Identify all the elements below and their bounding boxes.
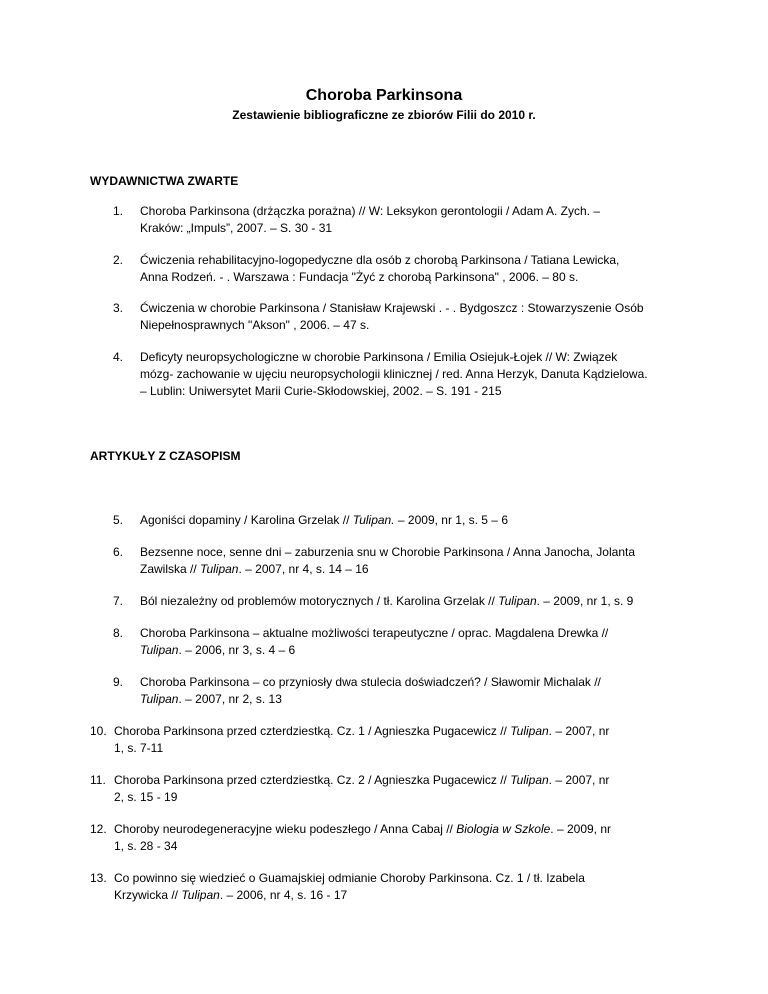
item-line: 1, s. 28 - 34: [114, 839, 178, 853]
journal-title: Tulipan: [181, 888, 220, 902]
list-item: [90, 300, 680, 334]
item-line: Krzywicka // Tulipan. – 2006, nr 4, s. 16 - 17: [114, 888, 348, 902]
list-item: [90, 349, 680, 400]
list-item: [90, 203, 680, 237]
item-line: Anna Rodzeń. - . Warszawa : Fundacja "Żyć z chorobą Parkinsona" , 2006. – 80 s.: [140, 270, 579, 284]
item-line: Ból niezależny od problemów motorycznych / tł. Karolina Grzelak // Tulipan. – 2009, nr 1, s. 9: [140, 594, 634, 608]
item-line: Tulipan. – 2006, nr 3, s. 4 – 6: [140, 643, 296, 657]
item-line: 2, s. 15 - 19: [114, 790, 178, 804]
item-number: 8.: [113, 626, 124, 640]
list-item: [90, 593, 680, 610]
list-item: [90, 821, 680, 855]
journal-title: Tulipan: [140, 643, 179, 657]
item-line: Co powinno się wiedzieć o Guamajskiej odmianie Choroby Parkinsona. Cz. 1 / tł. Izabela: [114, 871, 585, 885]
item-line: Choroba Parkinsona przed czterdziestką. Cz. 1 / Agnieszka Pugacewicz // Tulipan. – 2007, nr: [114, 724, 610, 738]
item-line: Tulipan. – 2007, nr 2, s. 13: [140, 692, 282, 706]
page-subtitle: Zestawienie bibliograficzne ze zbiorów Filii do 2010 r.: [232, 108, 536, 122]
journal-title: Tulipan.: [352, 513, 395, 527]
journal-title: Tulipan: [498, 594, 537, 608]
list-item: [90, 723, 680, 757]
item-number: 13.: [90, 871, 107, 885]
item-number: 5.: [113, 513, 124, 527]
item-line: 1, s. 7-11: [114, 741, 164, 755]
list-item: [90, 512, 680, 529]
item-line: Niepełnosprawnych "Akson" , 2006. – 47 s.: [140, 318, 370, 332]
item-line: Bezsenne noce, senne dni – zaburzenia snu w Chorobie Parkinsona / Anna Janocha, Jolanta: [140, 545, 635, 559]
list-item: [90, 625, 680, 659]
item-number: 11.: [90, 773, 106, 787]
journal-title: Tulipan: [200, 562, 239, 576]
item-line: mózg- zachowanie w ujęciu neuropsychologii klinicznej / red. Anna Herzyk, Danuta Kądzielowa.: [140, 367, 648, 381]
item-number: 1.: [113, 204, 124, 218]
list-item: [90, 252, 680, 286]
item-number: 2.: [113, 253, 124, 267]
item-line: Ćwiczenia w chorobie Parkinsona / Stanisław Krajewski . - . Bydgoszcz : Stowarzyszenie Osób: [140, 301, 644, 315]
section-heading-articles: ARTYKUŁY Z CZASOPISM: [90, 449, 241, 463]
section-heading-books: WYDAWNICTWA ZWARTE: [90, 174, 239, 188]
item-line: Deficyty neuropsychologiczne w chorobie Parkinsona / Emilia Osiejuk-Łojek // W: Związek: [140, 350, 618, 364]
page-title: Choroba Parkinsona: [305, 87, 463, 104]
list-item: [90, 870, 680, 904]
item-line: Zawilska // Tulipan. – 2007, nr 4, s. 14 – 16: [140, 562, 369, 576]
item-line: Agoniści dopaminy / Karolina Grzelak // Tulipan. – 2009, nr 1, s. 5 – 6: [140, 513, 508, 527]
item-number: 3.: [113, 301, 124, 315]
journal-title: Tulipan: [510, 724, 549, 738]
list-item: [90, 674, 680, 708]
journal-title: Tulipan: [510, 773, 549, 787]
item-line: Choroba Parkinsona (drżączka porażna) // W: Leksykon gerontologii / Adam A. Zych. –: [140, 204, 601, 218]
journal-title: Biologia w Szkole: [456, 822, 551, 836]
item-line: Kraków: „Impuls”, 2007. – S. 30 - 31: [140, 221, 333, 235]
journal-title: Tulipan: [140, 692, 179, 706]
item-number: 4.: [113, 350, 124, 364]
item-line: Choroba Parkinsona – aktualne możliwości terapeutyczne / oprac. Magdalena Drewka //: [140, 626, 609, 640]
item-line: Choroby neurodegeneracyjne wieku podeszłego / Anna Cabaj // Biologia w Szkole. – 2009, nr: [114, 822, 612, 836]
item-number: 10.: [90, 724, 107, 738]
item-line: Choroba Parkinsona – co przyniosły dwa stulecia doświadczeń? / Sławomir Michalak //: [140, 675, 601, 689]
item-line: – Lublin: Uniwersytet Marii Curie-Skłodowskiej, 2002. – S. 191 - 215: [140, 384, 502, 398]
item-number: 6.: [113, 545, 124, 559]
list-item: [90, 772, 680, 806]
item-line: Choroba Parkinsona przed czterdziestką. Cz. 2 / Agnieszka Pugacewicz // Tulipan. – 2007, nr: [114, 773, 610, 787]
item-number: 12.: [90, 822, 107, 836]
item-number: 9.: [113, 675, 124, 689]
item-number: 7.: [113, 594, 124, 608]
item-line: Ćwiczenia rehabilitacyjno-logopedyczne dla osób z chorobą Parkinsona / Tatiana Lewicka,: [140, 253, 620, 267]
list-item: [90, 544, 680, 578]
